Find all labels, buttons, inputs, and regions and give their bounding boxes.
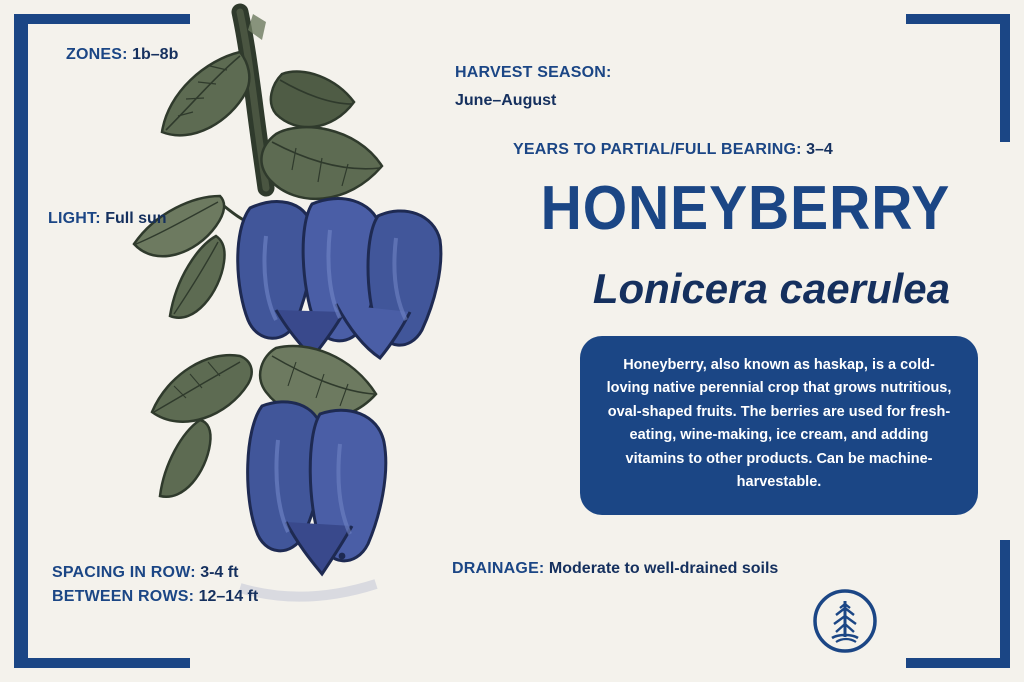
page-title: HONEYBERRY bbox=[540, 174, 950, 243]
harvest-season-label: HARVEST SEASON: bbox=[455, 64, 612, 81]
tree-in-circle-logo bbox=[812, 588, 878, 654]
border-top-right-horizontal bbox=[906, 14, 1010, 24]
field-harvest-season bbox=[455, 62, 612, 111]
border-bottom-left bbox=[14, 658, 190, 668]
plant-latin-name: Lonicera caerulea bbox=[592, 265, 950, 312]
years-to-bearing-label: YEARS TO PARTIAL/FULL BEARING: bbox=[513, 141, 802, 158]
spacing-in-row bbox=[52, 562, 258, 584]
border-top-right-vertical bbox=[1000, 14, 1010, 142]
field-years-to-bearing bbox=[513, 139, 833, 161]
drainage-value: Moderate to well-drained soils bbox=[548, 560, 779, 577]
field-light bbox=[48, 208, 167, 230]
light-value: Full sun bbox=[105, 210, 167, 227]
spacing-in-row-value: 3-4 ft bbox=[200, 564, 239, 581]
light-label: LIGHT: bbox=[48, 210, 101, 227]
between-rows bbox=[52, 586, 258, 608]
plant-description: Honeyberry, also known as haskap, is a cold-loving native perennial crop that grows nutritious, oval-shaped fruits. The berries are used for fresh-eating, wine-making, ice cream, and adding vitamins to other products. Can be machine-harvestable. bbox=[580, 336, 978, 515]
field-spacing bbox=[52, 562, 258, 609]
harvest-season-value: June–August bbox=[455, 91, 557, 109]
between-rows-label: BETWEEN ROWS: bbox=[52, 587, 195, 605]
zones-value: 1b–8b bbox=[132, 46, 179, 63]
border-bottom-right-horizontal bbox=[906, 658, 1010, 668]
field-zones bbox=[66, 44, 178, 66]
border-left bbox=[14, 14, 28, 668]
honeyberry-branch-illustration bbox=[90, 0, 480, 640]
between-rows-value: 12–14 ft bbox=[198, 587, 259, 605]
border-bottom-right-vertical bbox=[1000, 540, 1010, 668]
field-drainage bbox=[452, 558, 778, 580]
drainage-label: DRAINAGE: bbox=[452, 560, 545, 577]
spacing-in-row-label: SPACING IN ROW: bbox=[52, 564, 196, 581]
years-to-bearing-value: 3–4 bbox=[806, 141, 833, 158]
zones-label: ZONES: bbox=[66, 46, 128, 63]
